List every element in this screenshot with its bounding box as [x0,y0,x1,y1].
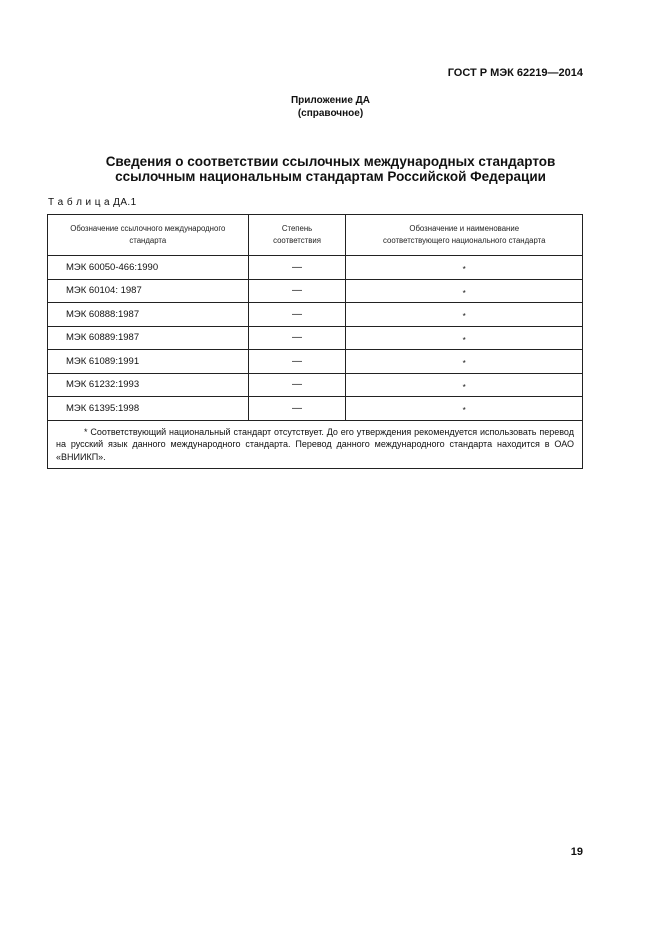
page-number: 19 [570,846,583,858]
cell-national: * [346,303,583,327]
cell-degree: — [248,326,346,350]
cell-standard: МЭК 60888:1987 [48,303,249,327]
cell-national: * [346,350,583,374]
cell-degree: — [248,279,346,303]
table-row [48,303,583,327]
cell-degree: — [248,373,346,397]
header-degree: Степень соответствия [248,215,346,256]
section-title-line2: ссылочным национальным стандартам Российской Федерации [115,169,546,184]
annex-subtitle: (справочное) [297,108,364,119]
annex-heading [0,94,661,120]
document-code: ГОСТ Р МЭК 62219—2014 [447,67,583,79]
cell-national: * [346,256,583,280]
table-row [48,397,583,421]
cell-national: * [346,326,583,350]
section-title [40,154,621,184]
annex-title: Приложение ДА [290,95,371,106]
table-label: Т а б л и ц а ДА.1 [48,197,137,208]
cell-standard: МЭК 60104: 1987 [48,279,249,303]
section-title-line1: Сведения о соответствии ссылочных международных стандартов [105,154,556,169]
table-footnote [48,420,583,469]
cell-standard: МЭК 61089:1991 [48,350,249,374]
footnote-text: * Соответствующий национальный стандарт отсутствует. До его утверждения рекомендуется использовать перевод на русский язык данного международного стандарта. Перевод данного международного стандарта находится в ОАО «ВНИИКП». [56,426,574,462]
cell-degree: — [248,397,346,421]
standards-table [47,214,583,469]
header-international-standard: Обозначение ссылочного международного стандарта [48,215,249,256]
header-national-standard: Обозначение и наименование соответствующего национального стандарта [346,215,583,256]
cell-degree: — [248,256,346,280]
cell-standard: МЭК 60050-466:1990 [48,256,249,280]
cell-national: * [346,279,583,303]
cell-degree: — [248,350,346,374]
table-row [48,256,583,280]
cell-standard: МЭК 61232:1993 [48,373,249,397]
table-footnote-row [48,420,583,469]
table-row [48,326,583,350]
cell-standard: МЭК 60889:1987 [48,326,249,350]
table-header-row [48,215,583,256]
table-row [48,350,583,374]
table-row [48,373,583,397]
cell-national: * [346,373,583,397]
cell-national: * [346,397,583,421]
table-row [48,279,583,303]
cell-degree: — [248,303,346,327]
cell-standard: МЭК 61395:1998 [48,397,249,421]
